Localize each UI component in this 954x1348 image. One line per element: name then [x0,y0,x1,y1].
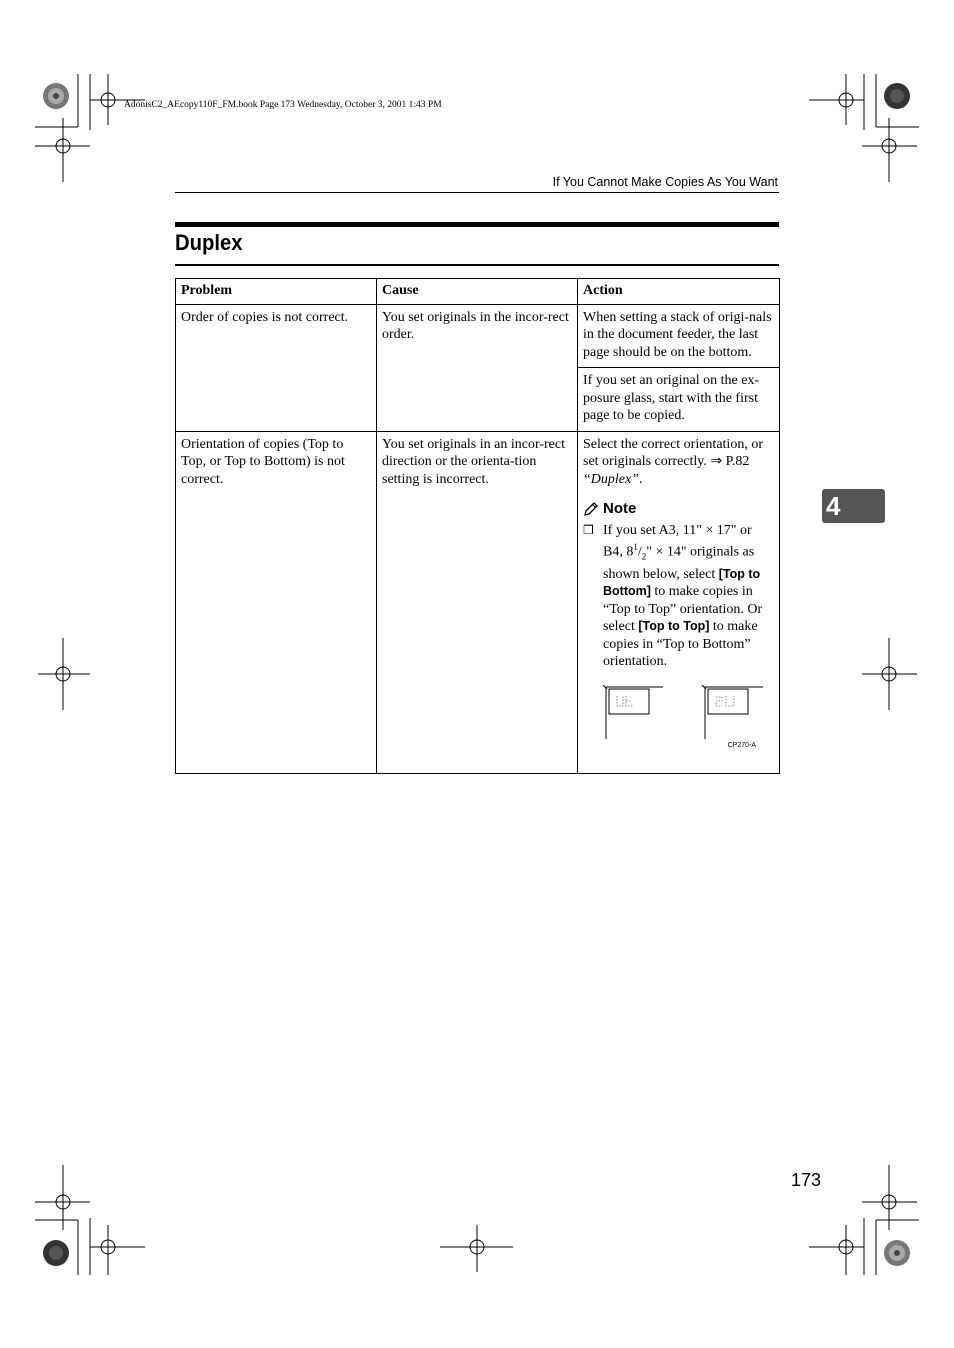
pencil-icon [583,501,599,517]
action-text: Select the correct orientation, or set originals correctly. ⇒ P.82 “Duplex”. [583,436,763,487]
key-top-to-bottom: [Top to Bottom] [603,566,761,599]
note-list-item [583,522,774,671]
note-text: If you set A3, 11" × 17" or B4, $8^1/_2$" × 14" originals as shown below, select [Top to Bottom] to make copies in “Top to Top” orientation. Or select [Top to Top] to make copies in “Top to Bottom” orientation. [603,522,763,670]
figure-code: CP270-A [727,742,756,750]
cause-cell: You set originals in the incor-rect order. [377,304,578,431]
orientation-illustration [583,685,774,767]
action-cell: When setting a stack of origi-nals in the document feeder, the last page should be on the bottom. [578,304,780,368]
key-top-to-top: [Top to Top] [638,619,710,634]
chapter-tab: 4 [822,489,885,523]
note-heading [583,500,774,518]
column-header-action: Action [578,279,780,305]
action-cell: If you set an original on the ex-posure glass, start with the first page to be copied. [578,368,780,432]
header-rule [175,192,779,193]
table-row [176,304,780,368]
note-title: Note [603,500,637,517]
problem-cell: Order of copies is not correct. [176,304,377,431]
column-header-cause: Cause [377,279,578,305]
section-title: Duplex [175,230,243,255]
title-rule-under [175,264,779,266]
table-row [176,431,780,773]
troubleshooting-table [175,278,780,774]
column-header-problem: Problem [176,279,377,305]
book-file-meta: AdonisC2_AEcopy110F_FM.book Page 173 Wednesday, October 3, 2001 1:43 PM [124,100,442,110]
cross-reference: “Duplex” [583,471,639,487]
action-cell [578,431,780,773]
cause-cell: You set originals in an incor-rect direction or the orienta-tion setting is incorrect. [377,431,578,773]
table-header-row [176,279,780,305]
title-rule-thick [175,222,779,227]
page-number: 173 [791,1170,822,1190]
problem-cell: Orientation of copies (Top to Top, or Top to Bottom) is not correct. [176,431,377,773]
checkbox-bullet-icon: ❒ [583,522,594,537]
running-header: If You Cannot Make Copies As You Want [552,175,778,189]
